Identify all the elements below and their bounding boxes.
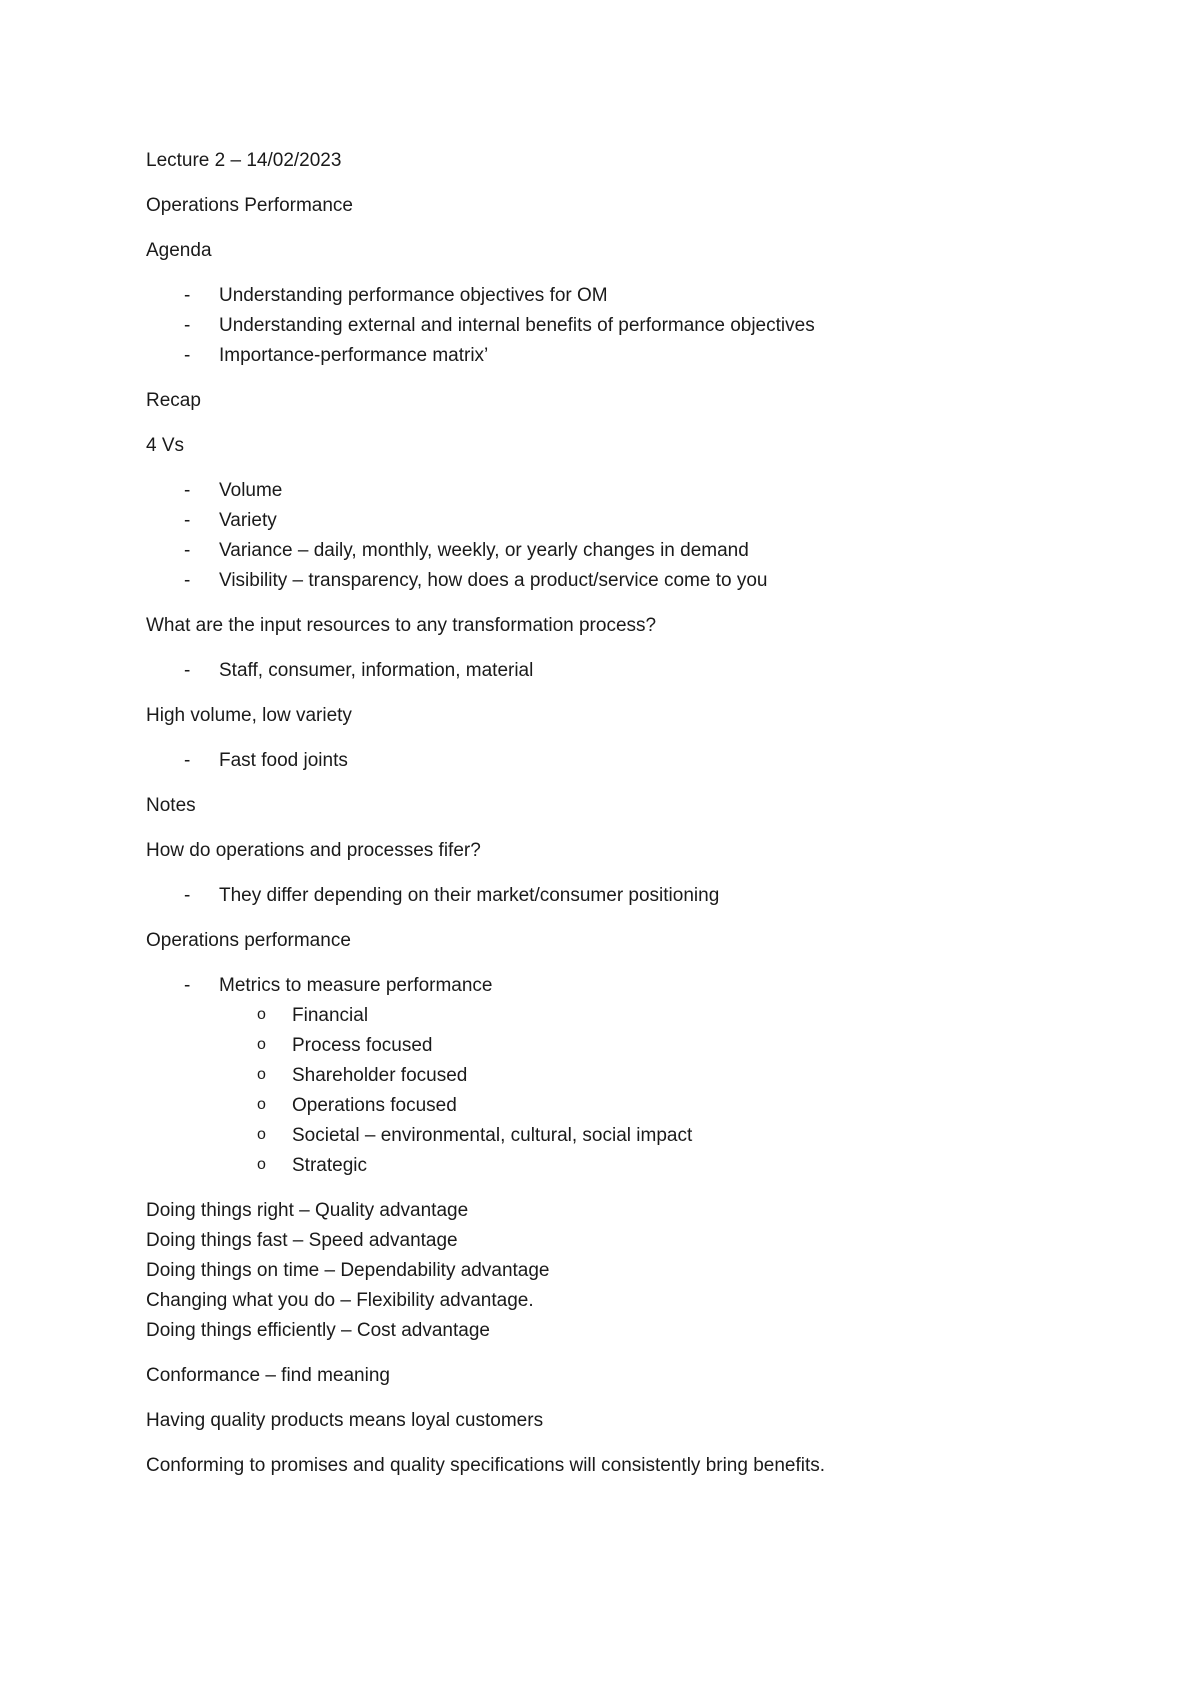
four-vs-item: - Variance – daily, monthly, weekly, or yearly changes in demand [146, 536, 1106, 566]
input-resources-item: - Staff, consumer, information, material [146, 656, 1106, 686]
metrics-subitem: o Process focused [146, 1031, 1106, 1061]
advantages-block [146, 1196, 1106, 1346]
operations-performance-heading: Operations performance [146, 930, 351, 951]
differ-list [146, 881, 1106, 911]
advantage-line: Doing things on time – Dependability advantage [146, 1260, 550, 1281]
high-volume-heading: High volume, low variety [146, 705, 352, 726]
high-volume-list [146, 746, 1106, 776]
conforming-promises-line: Conforming to promises and quality specifications will consistently bring benefits. [146, 1455, 826, 1476]
metrics-subitem: o Strategic [146, 1151, 1106, 1181]
four-vs-list [146, 476, 1106, 596]
metrics-subitem: o Financial [146, 1001, 1106, 1031]
agenda-list [146, 281, 1106, 371]
quality-loyal-line: Having quality products means loyal customers [146, 1410, 544, 1431]
four-vs-heading: 4 Vs [146, 435, 185, 456]
advantage-line: Doing things fast – Speed advantage [146, 1230, 458, 1251]
advantage-line: Changing what you do – Flexibility advantage. [146, 1290, 534, 1311]
four-vs-item: - Visibility – transparency, how does a product/service come to you [146, 566, 1106, 596]
agenda-heading: Agenda [146, 240, 212, 261]
differ-item: - They differ depending on their market/consumer positioning [146, 881, 1106, 911]
four-vs-item: - Variety [146, 506, 1106, 536]
notes-heading: Notes [146, 795, 196, 816]
lecture-subtitle: Operations Performance [146, 195, 353, 216]
metrics-item-label: Metrics to measure performance [219, 975, 493, 996]
advantage-line: Doing things efficiently – Cost advantage [146, 1320, 490, 1341]
metrics-list [146, 971, 1106, 1181]
high-volume-item: - Fast food joints [146, 746, 1106, 776]
input-resources-question: What are the input resources to any transformation process? [146, 615, 657, 636]
agenda-item: - Importance-performance matrix’ [146, 341, 1106, 371]
differ-question: How do operations and processes fifer? [146, 840, 481, 861]
recap-heading: Recap [146, 390, 201, 411]
metrics-subitem: o Societal – environmental, cultural, social impact [146, 1121, 1106, 1151]
lecture-title: Lecture 2 – 14/02/2023 [146, 150, 342, 171]
metrics-subitem: o Operations focused [146, 1091, 1106, 1121]
document-body [146, 146, 1106, 1496]
four-vs-item: - Volume [146, 476, 1106, 506]
agenda-item: - Understanding performance objectives for OM [146, 281, 1106, 311]
metrics-item [146, 971, 1106, 1181]
agenda-item: - Understanding external and internal benefits of performance objectives [146, 311, 1106, 341]
advantage-line: Doing things right – Quality advantage [146, 1200, 469, 1221]
metrics-sublist [219, 1001, 1106, 1181]
conformance-line: Conformance – find meaning [146, 1365, 390, 1386]
input-resources-list [146, 656, 1106, 686]
metrics-subitem: o Shareholder focused [146, 1061, 1106, 1091]
